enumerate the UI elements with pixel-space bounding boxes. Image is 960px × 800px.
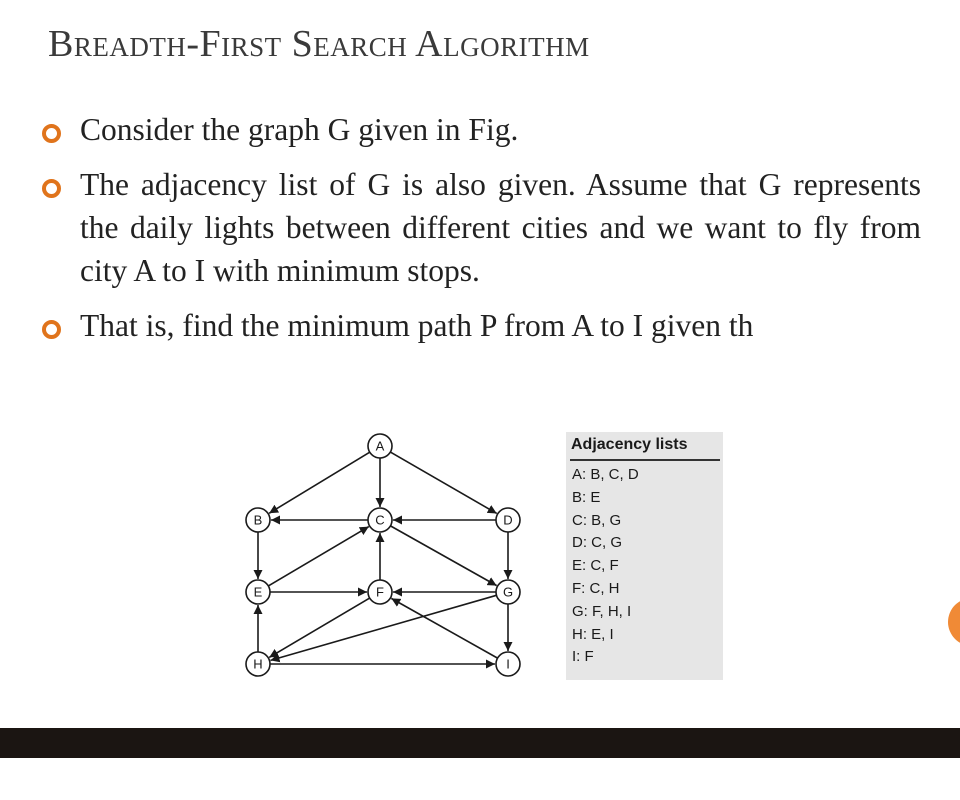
node-label: F — [376, 584, 384, 600]
adjacency-row: H: E, I — [572, 625, 614, 643]
adjacency-row: D: C, G — [572, 534, 623, 552]
node-g — [496, 580, 520, 604]
edge-c-g — [390, 526, 496, 586]
node-c — [368, 508, 392, 532]
node-i — [496, 652, 520, 676]
edge-a-d — [390, 452, 496, 513]
node-label: G — [502, 584, 514, 600]
node-d — [496, 508, 520, 532]
bullet-item — [36, 163, 921, 292]
heading-underline — [570, 459, 720, 461]
adjacency-row: I: F — [572, 648, 594, 666]
graph-edges — [258, 452, 508, 664]
node-label: I — [506, 656, 510, 672]
decorative-circle — [948, 598, 960, 646]
graph-nodes — [246, 434, 520, 676]
bullet-text: The adjacency list of G is also given. Assume that G represents the daily lights between different cities and we want to fly from city A to I with minimum stops. — [80, 167, 921, 288]
adjacency-row: B: E — [572, 488, 601, 506]
bullet-item — [36, 304, 921, 347]
footer-bar — [0, 728, 960, 758]
bullet-list — [36, 108, 921, 359]
edge-e-c — [268, 527, 368, 586]
bullet-circle-icon — [42, 179, 61, 198]
adjacency-row: A: B, C, D — [572, 466, 639, 483]
node-f — [368, 580, 392, 604]
graph-diagram — [232, 430, 532, 688]
bullet-circle-icon — [42, 320, 61, 339]
adjacency-row: G: F, H, I — [572, 602, 632, 620]
node-label: E — [253, 584, 263, 600]
adjacency-rows — [572, 464, 639, 669]
node-b — [246, 508, 270, 532]
node-label: A — [375, 438, 385, 454]
node-label: H — [253, 656, 263, 672]
bullet-item — [36, 108, 921, 151]
node-label: D — [503, 512, 513, 528]
node-h — [246, 652, 270, 676]
edge-g-h — [270, 595, 496, 660]
edge-i-f — [391, 598, 497, 658]
adjacency-heading: Adjacency lists — [571, 436, 688, 453]
edge-f-h — [269, 598, 369, 657]
bullet-text: Consider the graph G given in Fig. — [80, 112, 519, 147]
slide-title: Breadth-First Search Algorithm — [48, 23, 590, 65]
edge-a-b — [269, 452, 370, 513]
adjacency-row: E: C, F — [572, 557, 619, 575]
adjacency-row: C: B, G — [572, 511, 622, 529]
adjacency-list-panel — [566, 432, 723, 680]
adjacency-row: F: C, H — [572, 579, 620, 597]
node-label: B — [253, 512, 263, 528]
node-a — [368, 434, 392, 458]
node-e — [246, 580, 270, 604]
bullet-text: That is, find the minimum path P from A to I given th — [80, 308, 754, 343]
bullet-circle-icon — [42, 124, 61, 143]
node-label: C — [375, 512, 385, 528]
